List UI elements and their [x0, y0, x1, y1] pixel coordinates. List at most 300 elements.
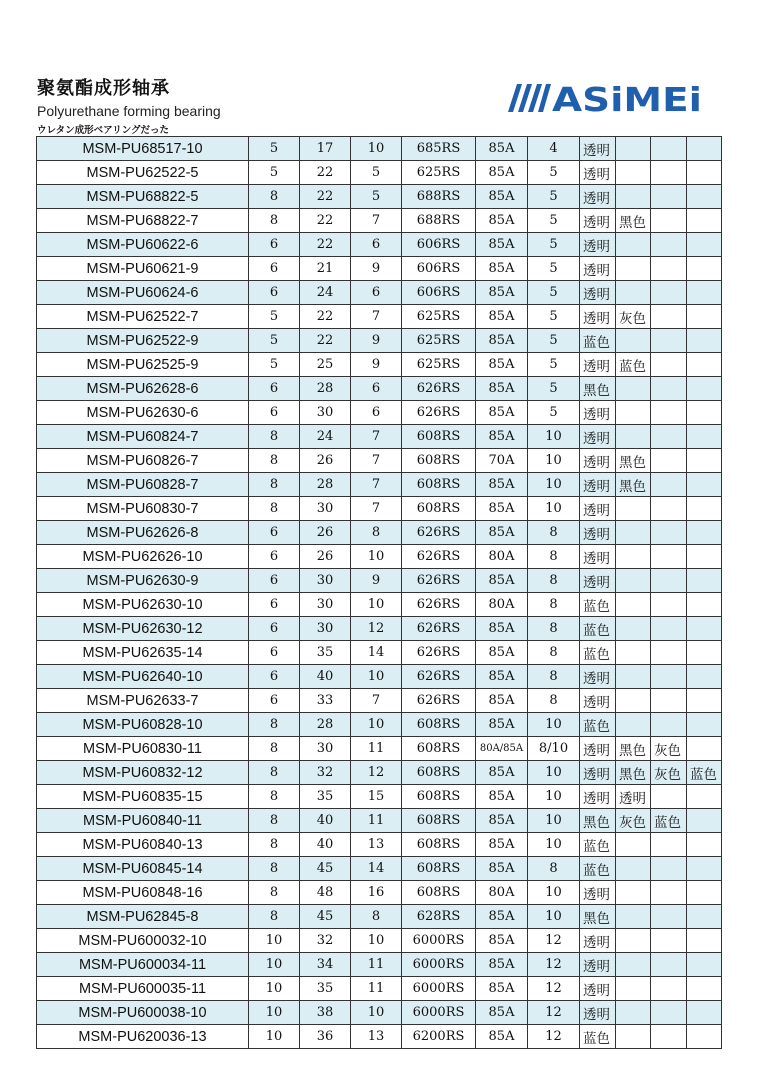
- cell-hardness: 85A: [476, 809, 528, 833]
- cell-color: [616, 281, 651, 305]
- cell-width: 6: [351, 233, 402, 257]
- cell-color: [616, 1025, 651, 1049]
- cell-width: 11: [351, 977, 402, 1001]
- cell-hardness: 85A: [476, 641, 528, 665]
- cell-value: 5: [528, 185, 580, 209]
- table-row: [37, 281, 722, 305]
- cell-color: 透明: [580, 305, 616, 329]
- cell-color: [687, 329, 722, 353]
- cell-color: 蓝色: [580, 329, 616, 353]
- cell-color: 黑色: [616, 209, 651, 233]
- cell-color: [651, 209, 687, 233]
- cell-model: MSM-PU600034-11: [37, 953, 249, 977]
- cell-inner-diameter: 10: [249, 1001, 300, 1025]
- cell-hardness: 80A/85A: [476, 737, 528, 761]
- cell-color: [651, 497, 687, 521]
- cell-value: 10: [528, 425, 580, 449]
- cell-bearing: 606RS: [402, 233, 476, 257]
- cell-hardness: 85A: [476, 377, 528, 401]
- cell-width: 7: [351, 497, 402, 521]
- cell-width: 11: [351, 809, 402, 833]
- cell-color: [616, 401, 651, 425]
- cell-color: [651, 1001, 687, 1025]
- cell-width: 16: [351, 881, 402, 905]
- cell-bearing: 688RS: [402, 185, 476, 209]
- cell-color: 蓝色: [651, 809, 687, 833]
- cell-hardness: 85A: [476, 137, 528, 161]
- cell-color: [616, 545, 651, 569]
- cell-bearing: 626RS: [402, 641, 476, 665]
- cell-value: 12: [528, 1001, 580, 1025]
- cell-color: 透明: [580, 953, 616, 977]
- cell-color: [616, 233, 651, 257]
- cell-color: [616, 641, 651, 665]
- cell-hardness: 85A: [476, 353, 528, 377]
- cell-outer-diameter: 38: [300, 1001, 351, 1025]
- cell-model: MSM-PU62630-10: [37, 593, 249, 617]
- cell-width: 9: [351, 329, 402, 353]
- table-row: [37, 761, 722, 785]
- cell-inner-diameter: 8: [249, 473, 300, 497]
- cell-color: 蓝色: [580, 833, 616, 857]
- table-row: [37, 521, 722, 545]
- cell-color: [616, 377, 651, 401]
- cell-color: [651, 425, 687, 449]
- cell-color: [687, 233, 722, 257]
- cell-color: [687, 977, 722, 1001]
- cell-color: 透明: [580, 449, 616, 473]
- cell-hardness: 80A: [476, 593, 528, 617]
- table-row: [37, 737, 722, 761]
- cell-color: [651, 161, 687, 185]
- cell-bearing: 608RS: [402, 713, 476, 737]
- cell-inner-diameter: 6: [249, 665, 300, 689]
- cell-color: [651, 713, 687, 737]
- table-row: [37, 1025, 722, 1049]
- table-row: [37, 161, 722, 185]
- cell-color: [687, 737, 722, 761]
- cell-model: MSM-PU62633-7: [37, 689, 249, 713]
- cell-width: 12: [351, 761, 402, 785]
- bearing-spec-table: [36, 136, 722, 1049]
- cell-inner-diameter: 6: [249, 569, 300, 593]
- cell-model: MSM-PU62845-8: [37, 905, 249, 929]
- cell-inner-diameter: 6: [249, 617, 300, 641]
- cell-color: [616, 161, 651, 185]
- cell-model: MSM-PU60621-9: [37, 257, 249, 281]
- cell-color: 透明: [616, 785, 651, 809]
- cell-bearing: 608RS: [402, 737, 476, 761]
- table-row: [37, 257, 722, 281]
- cell-outer-diameter: 35: [300, 977, 351, 1001]
- cell-bearing: 626RS: [402, 569, 476, 593]
- cell-inner-diameter: 6: [249, 257, 300, 281]
- table-row: [37, 977, 722, 1001]
- table-row: [37, 497, 722, 521]
- table-row: [37, 641, 722, 665]
- cell-color: [616, 521, 651, 545]
- cell-hardness: 85A: [476, 977, 528, 1001]
- cell-value: 8: [528, 665, 580, 689]
- cell-hardness: 85A: [476, 209, 528, 233]
- cell-width: 7: [351, 689, 402, 713]
- cell-width: 9: [351, 257, 402, 281]
- cell-model: MSM-PU60624-6: [37, 281, 249, 305]
- cell-color: 透明: [580, 521, 616, 545]
- cell-outer-diameter: 34: [300, 953, 351, 977]
- cell-value: 5: [528, 233, 580, 257]
- cell-inner-diameter: 8: [249, 449, 300, 473]
- cell-width: 8: [351, 521, 402, 545]
- cell-color: 黑色: [580, 905, 616, 929]
- cell-value: 12: [528, 1025, 580, 1049]
- cell-width: 7: [351, 449, 402, 473]
- cell-color: [687, 425, 722, 449]
- cell-value: 10: [528, 449, 580, 473]
- cell-color: [616, 497, 651, 521]
- cell-value: 8: [528, 617, 580, 641]
- table-row: [37, 329, 722, 353]
- cell-color: 黑色: [616, 449, 651, 473]
- cell-value: 5: [528, 305, 580, 329]
- cell-inner-diameter: 6: [249, 401, 300, 425]
- cell-bearing: 608RS: [402, 449, 476, 473]
- cell-color: [687, 809, 722, 833]
- table-row: [37, 713, 722, 737]
- cell-color: [651, 257, 687, 281]
- cell-color: [616, 881, 651, 905]
- cell-color: [687, 1025, 722, 1049]
- cell-bearing: 6000RS: [402, 953, 476, 977]
- cell-value: 5: [528, 281, 580, 305]
- cell-bearing: 626RS: [402, 665, 476, 689]
- cell-width: 11: [351, 737, 402, 761]
- cell-color: [616, 617, 651, 641]
- table-row: [37, 473, 722, 497]
- cell-model: MSM-PU60840-13: [37, 833, 249, 857]
- cell-color: 透明: [580, 425, 616, 449]
- cell-bearing: 626RS: [402, 617, 476, 641]
- cell-model: MSM-PU600035-11: [37, 977, 249, 1001]
- cell-inner-diameter: 6: [249, 545, 300, 569]
- cell-color: [651, 929, 687, 953]
- cell-color: [687, 785, 722, 809]
- cell-bearing: 608RS: [402, 833, 476, 857]
- cell-value: 8/10: [528, 737, 580, 761]
- cell-inner-diameter: 6: [249, 593, 300, 617]
- cell-model: MSM-PU60832-12: [37, 761, 249, 785]
- cell-bearing: 685RS: [402, 137, 476, 161]
- cell-color: 透明: [580, 209, 616, 233]
- cell-inner-diameter: 8: [249, 857, 300, 881]
- page-subtitle-jp: ウレタン成形ベアリングだった: [37, 125, 170, 136]
- cell-model: MSM-PU60840-11: [37, 809, 249, 833]
- cell-hardness: 85A: [476, 281, 528, 305]
- cell-hardness: 85A: [476, 425, 528, 449]
- cell-model: MSM-PU600038-10: [37, 1001, 249, 1025]
- cell-hardness: 85A: [476, 569, 528, 593]
- svg-text:ASiMEi: ASiMEi: [552, 82, 702, 112]
- cell-color: [651, 833, 687, 857]
- cell-color: 蓝色: [580, 617, 616, 641]
- table-row: [37, 689, 722, 713]
- cell-color: [687, 1001, 722, 1025]
- cell-value: 5: [528, 161, 580, 185]
- cell-inner-diameter: 6: [249, 377, 300, 401]
- cell-color: [651, 665, 687, 689]
- cell-value: 12: [528, 929, 580, 953]
- cell-color: 灰色: [651, 737, 687, 761]
- brand-logo: [506, 82, 702, 112]
- cell-value: 12: [528, 953, 580, 977]
- cell-color: 透明: [580, 401, 616, 425]
- cell-color: [651, 449, 687, 473]
- cell-color: [616, 185, 651, 209]
- table-row: [37, 809, 722, 833]
- cell-value: 12: [528, 977, 580, 1001]
- cell-color: [651, 977, 687, 1001]
- cell-width: 6: [351, 377, 402, 401]
- cell-color: [616, 257, 651, 281]
- cell-color: [687, 353, 722, 377]
- cell-color: 透明: [580, 353, 616, 377]
- cell-color: [687, 545, 722, 569]
- table-row: [37, 881, 722, 905]
- cell-color: [651, 137, 687, 161]
- cell-bearing: 626RS: [402, 545, 476, 569]
- cell-outer-diameter: 21: [300, 257, 351, 281]
- cell-outer-diameter: 22: [300, 305, 351, 329]
- cell-model: MSM-PU62640-10: [37, 665, 249, 689]
- cell-color: [687, 137, 722, 161]
- table-row: [37, 425, 722, 449]
- cell-color: 透明: [580, 785, 616, 809]
- cell-color: [687, 929, 722, 953]
- cell-color: [651, 545, 687, 569]
- cell-color: 透明: [580, 545, 616, 569]
- cell-width: 10: [351, 929, 402, 953]
- cell-color: 蓝色: [580, 593, 616, 617]
- cell-bearing: 608RS: [402, 473, 476, 497]
- cell-bearing: 6000RS: [402, 929, 476, 953]
- cell-model: MSM-PU60848-16: [37, 881, 249, 905]
- cell-color: [687, 569, 722, 593]
- cell-color: [651, 521, 687, 545]
- cell-inner-diameter: 8: [249, 209, 300, 233]
- table-row: [37, 353, 722, 377]
- cell-color: [651, 881, 687, 905]
- cell-model: MSM-PU62626-10: [37, 545, 249, 569]
- table-row: [37, 857, 722, 881]
- cell-color: [616, 857, 651, 881]
- cell-inner-diameter: 8: [249, 185, 300, 209]
- cell-color: 透明: [580, 281, 616, 305]
- cell-bearing: 608RS: [402, 761, 476, 785]
- cell-hardness: 80A: [476, 545, 528, 569]
- cell-color: 透明: [580, 665, 616, 689]
- cell-color: 透明: [580, 137, 616, 161]
- cell-color: [651, 281, 687, 305]
- cell-value: 8: [528, 569, 580, 593]
- table-row: [37, 617, 722, 641]
- page-title: 聚氨酯成形轴承: [37, 78, 170, 99]
- cell-outer-diameter: 35: [300, 641, 351, 665]
- cell-inner-diameter: 8: [249, 833, 300, 857]
- table-row: [37, 449, 722, 473]
- cell-color: 透明: [580, 1001, 616, 1025]
- cell-model: MSM-PU62630-6: [37, 401, 249, 425]
- cell-color: 蓝色: [687, 761, 722, 785]
- cell-model: MSM-PU62525-9: [37, 353, 249, 377]
- cell-outer-diameter: 26: [300, 545, 351, 569]
- cell-width: 11: [351, 953, 402, 977]
- cell-color: [616, 713, 651, 737]
- cell-width: 13: [351, 1025, 402, 1049]
- cell-width: 10: [351, 545, 402, 569]
- cell-color: [651, 233, 687, 257]
- cell-model: MSM-PU62630-12: [37, 617, 249, 641]
- cell-color: 灰色: [651, 761, 687, 785]
- cell-outer-diameter: 35: [300, 785, 351, 809]
- cell-outer-diameter: 45: [300, 905, 351, 929]
- cell-width: 10: [351, 1001, 402, 1025]
- cell-color: [651, 593, 687, 617]
- cell-color: [687, 401, 722, 425]
- cell-inner-diameter: 8: [249, 497, 300, 521]
- cell-inner-diameter: 5: [249, 305, 300, 329]
- cell-color: [687, 953, 722, 977]
- cell-outer-diameter: 25: [300, 353, 351, 377]
- cell-hardness: 85A: [476, 185, 528, 209]
- cell-value: 5: [528, 401, 580, 425]
- cell-inner-diameter: 5: [249, 329, 300, 353]
- cell-color: [651, 785, 687, 809]
- cell-color: [651, 857, 687, 881]
- cell-color: 蓝色: [616, 353, 651, 377]
- cell-color: 黑色: [616, 737, 651, 761]
- cell-bearing: 6000RS: [402, 977, 476, 1001]
- cell-value: 8: [528, 521, 580, 545]
- cell-color: [616, 929, 651, 953]
- cell-color: 蓝色: [580, 857, 616, 881]
- cell-color: [687, 257, 722, 281]
- cell-color: 透明: [580, 929, 616, 953]
- cell-width: 14: [351, 857, 402, 881]
- cell-value: 10: [528, 761, 580, 785]
- cell-color: [651, 569, 687, 593]
- cell-inner-diameter: 5: [249, 137, 300, 161]
- table-row: [37, 929, 722, 953]
- cell-inner-diameter: 8: [249, 425, 300, 449]
- cell-color: 透明: [580, 233, 616, 257]
- page-subtitle-en: Polyurethane forming bearing: [37, 103, 221, 119]
- table-row: [37, 401, 722, 425]
- cell-value: 5: [528, 377, 580, 401]
- cell-bearing: 625RS: [402, 161, 476, 185]
- cell-width: 10: [351, 713, 402, 737]
- cell-color: [687, 593, 722, 617]
- cell-bearing: 606RS: [402, 257, 476, 281]
- cell-outer-diameter: 28: [300, 377, 351, 401]
- cell-value: 4: [528, 137, 580, 161]
- cell-color: [651, 689, 687, 713]
- cell-outer-diameter: 32: [300, 761, 351, 785]
- cell-hardness: 85A: [476, 161, 528, 185]
- cell-model: MSM-PU68822-7: [37, 209, 249, 233]
- cell-bearing: 625RS: [402, 353, 476, 377]
- cell-color: [687, 641, 722, 665]
- cell-hardness: 85A: [476, 833, 528, 857]
- cell-color: [687, 377, 722, 401]
- cell-model: MSM-PU60828-10: [37, 713, 249, 737]
- cell-hardness: 85A: [476, 329, 528, 353]
- cell-hardness: 85A: [476, 785, 528, 809]
- cell-outer-diameter: 45: [300, 857, 351, 881]
- cell-value: 10: [528, 881, 580, 905]
- cell-outer-diameter: 40: [300, 809, 351, 833]
- cell-bearing: 688RS: [402, 209, 476, 233]
- cell-color: [687, 281, 722, 305]
- table-row: [37, 233, 722, 257]
- cell-inner-diameter: 10: [249, 953, 300, 977]
- cell-bearing: 608RS: [402, 785, 476, 809]
- cell-color: 蓝色: [580, 641, 616, 665]
- cell-outer-diameter: 36: [300, 1025, 351, 1049]
- cell-color: [687, 881, 722, 905]
- cell-width: 10: [351, 137, 402, 161]
- cell-color: [687, 905, 722, 929]
- cell-color: 透明: [580, 257, 616, 281]
- cell-bearing: 625RS: [402, 305, 476, 329]
- cell-color: 黑色: [580, 377, 616, 401]
- cell-hardness: 85A: [476, 1001, 528, 1025]
- cell-bearing: 626RS: [402, 689, 476, 713]
- cell-hardness: 85A: [476, 305, 528, 329]
- cell-value: 5: [528, 209, 580, 233]
- cell-outer-diameter: 28: [300, 713, 351, 737]
- cell-width: 5: [351, 185, 402, 209]
- cell-width: 14: [351, 641, 402, 665]
- table-row: [37, 953, 722, 977]
- cell-color: [651, 641, 687, 665]
- table-row: [37, 905, 722, 929]
- cell-inner-diameter: 8: [249, 809, 300, 833]
- cell-inner-diameter: 8: [249, 905, 300, 929]
- cell-hardness: 85A: [476, 497, 528, 521]
- cell-hardness: 85A: [476, 857, 528, 881]
- cell-hardness: 85A: [476, 665, 528, 689]
- cell-color: [687, 689, 722, 713]
- cell-color: [651, 953, 687, 977]
- cell-model: MSM-PU62630-9: [37, 569, 249, 593]
- cell-hardness: 85A: [476, 473, 528, 497]
- cell-outer-diameter: 30: [300, 737, 351, 761]
- cell-hardness: 85A: [476, 689, 528, 713]
- cell-model: MSM-PU68517-10: [37, 137, 249, 161]
- cell-width: 13: [351, 833, 402, 857]
- cell-color: 蓝色: [580, 1025, 616, 1049]
- cell-outer-diameter: 40: [300, 833, 351, 857]
- cell-color: [687, 497, 722, 521]
- cell-value: 10: [528, 905, 580, 929]
- cell-inner-diameter: 5: [249, 353, 300, 377]
- cell-color: [687, 833, 722, 857]
- cell-color: 透明: [580, 881, 616, 905]
- cell-bearing: 608RS: [402, 881, 476, 905]
- table-row: [37, 1001, 722, 1025]
- cell-width: 5: [351, 161, 402, 185]
- cell-inner-diameter: 8: [249, 761, 300, 785]
